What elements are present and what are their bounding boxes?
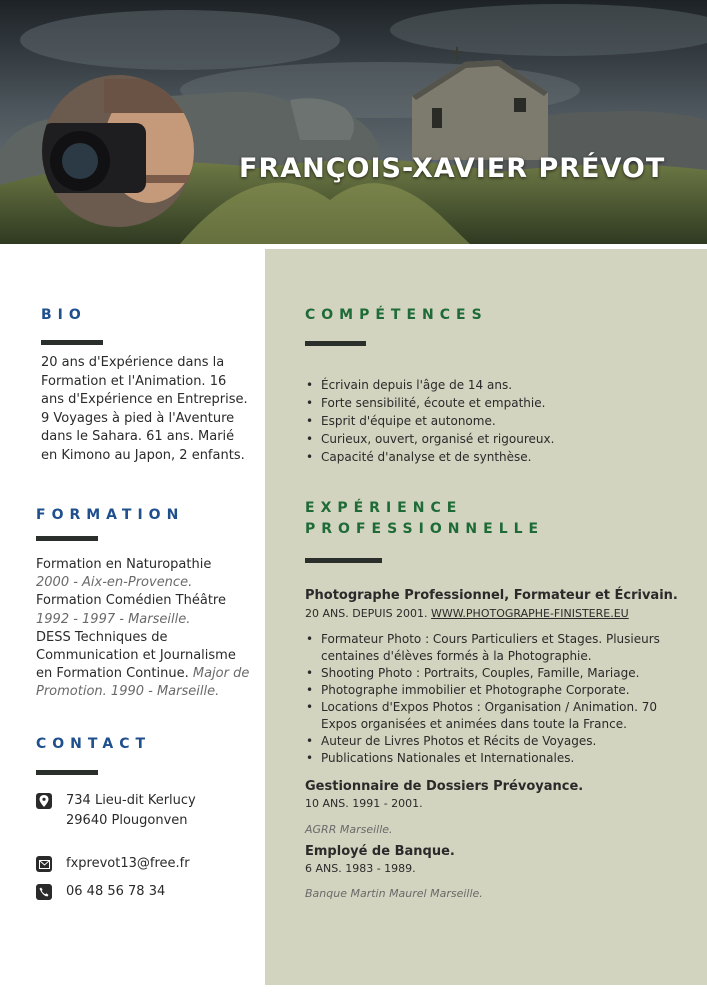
list-item: • Curieux, ouvert, organisé et rigoureux. [305, 430, 685, 448]
address-line2: 29640 Plougonven [66, 813, 188, 828]
contact-address [36, 791, 196, 831]
formation-list [36, 556, 251, 702]
person-name: FRANÇOIS-XAVIER PRÉVOT [239, 153, 666, 184]
formation-item [36, 629, 251, 702]
formation-item [36, 592, 251, 628]
experience-heading-line2: PROFESSIONNELLE [305, 521, 545, 537]
profile-photo [42, 75, 194, 227]
contact-email [36, 854, 190, 874]
contact-heading: CONTACT [36, 736, 152, 752]
list-item: • Publications Nationales et Internationales. [305, 750, 690, 767]
address-line1: 734 Lieu-dit Kerlucy [66, 793, 196, 808]
experience-heading [305, 498, 544, 540]
contact-divider [36, 770, 98, 775]
job-org: Banque Martin Maurel Marseille. [305, 887, 483, 900]
list-item: • Formateur Photo : Cours Particuliers et Stages. Plusieurs centaines d'élèves formés à la Photographie. [305, 631, 690, 665]
phone-text[interactable]: 06 48 56 78 34 [66, 884, 166, 899]
formation-item [36, 556, 251, 592]
bio-text: 20 ans d'Expérience dans la Formation et l'Animation. 16 ans d'Expérience en Entreprise. 9 Voyages à pied à l'Aventure dans le Sahara. 61 ans. Marié en Kimono au Japon, 2 enfants. [41, 355, 248, 463]
job-title: Employé de Banque. [305, 844, 455, 859]
email-text[interactable]: fxprevot13@free.fr [66, 856, 190, 871]
list-item: • Esprit d'équipe et autonome. [305, 412, 685, 430]
job-title: Photographe Professionnel, Formateur et Écrivain. [305, 588, 678, 603]
formation-divider [36, 536, 98, 541]
job-title: Gestionnaire de Dossiers Prévoyance. [305, 779, 584, 794]
bio-divider [41, 340, 103, 345]
contact-phone [36, 882, 165, 902]
list-item: • Capacité d'analyse et de synthèse. [305, 448, 685, 466]
formation-title: Formation en Naturopathie [36, 557, 212, 572]
list-item: • Forte sensibilité, écoute et empathie. [305, 394, 685, 412]
job-meta: 6 ANS. 1983 - 1989. [305, 862, 416, 875]
list-item: • Locations d'Expos Photos : Organisation / Animation. 70 Expos organisées et animées dans toute la France. [305, 699, 690, 733]
job-meta [305, 607, 629, 620]
job-org: AGRR Marseille. [305, 823, 393, 836]
experience-heading-line1: EXPÉRIENCE [305, 500, 463, 516]
job-meta-text: 20 ANS. DEPUIS 2001. [305, 607, 428, 620]
competences-list [305, 376, 685, 466]
list-item: • Écrivain depuis l'âge de 14 ans. [305, 376, 685, 394]
bio-heading: BIO [41, 307, 87, 323]
formation-detail: 2000 - Aix-en-Provence. [36, 575, 193, 591]
formation-title: DESS Techniques de Communication et Journalisme en Formation Continue. [36, 629, 236, 682]
location-pin-icon [36, 793, 52, 809]
list-item: • Photographe immobilier et Photographe Corporate. [305, 682, 690, 699]
formation-heading: FORMATION [36, 507, 185, 523]
list-item: • Shooting Photo : Portraits, Couples, Famille, Mariage. [305, 665, 690, 682]
phone-icon [36, 884, 52, 900]
formation-title: Formation Comédien Théâtre [36, 593, 226, 609]
header-banner [0, 0, 707, 244]
email-icon [36, 856, 52, 872]
experience-divider [305, 558, 382, 563]
formation-detail: 1992 - 1997 - Marseille. [36, 611, 191, 627]
job-bullets [305, 631, 690, 767]
list-item: • Auteur de Livres Photos et Récits de Voyages. [305, 733, 690, 750]
competences-heading: COMPÉTENCES [305, 307, 488, 323]
website-link[interactable]: WWW.PHOTOGRAPHE-FINISTERE.EU [431, 607, 629, 620]
competences-divider [305, 341, 366, 346]
job-meta: 10 ANS. 1991 - 2001. [305, 797, 423, 810]
formation-detail: Major de Promotion. 1990 - Marseille. [36, 666, 250, 700]
